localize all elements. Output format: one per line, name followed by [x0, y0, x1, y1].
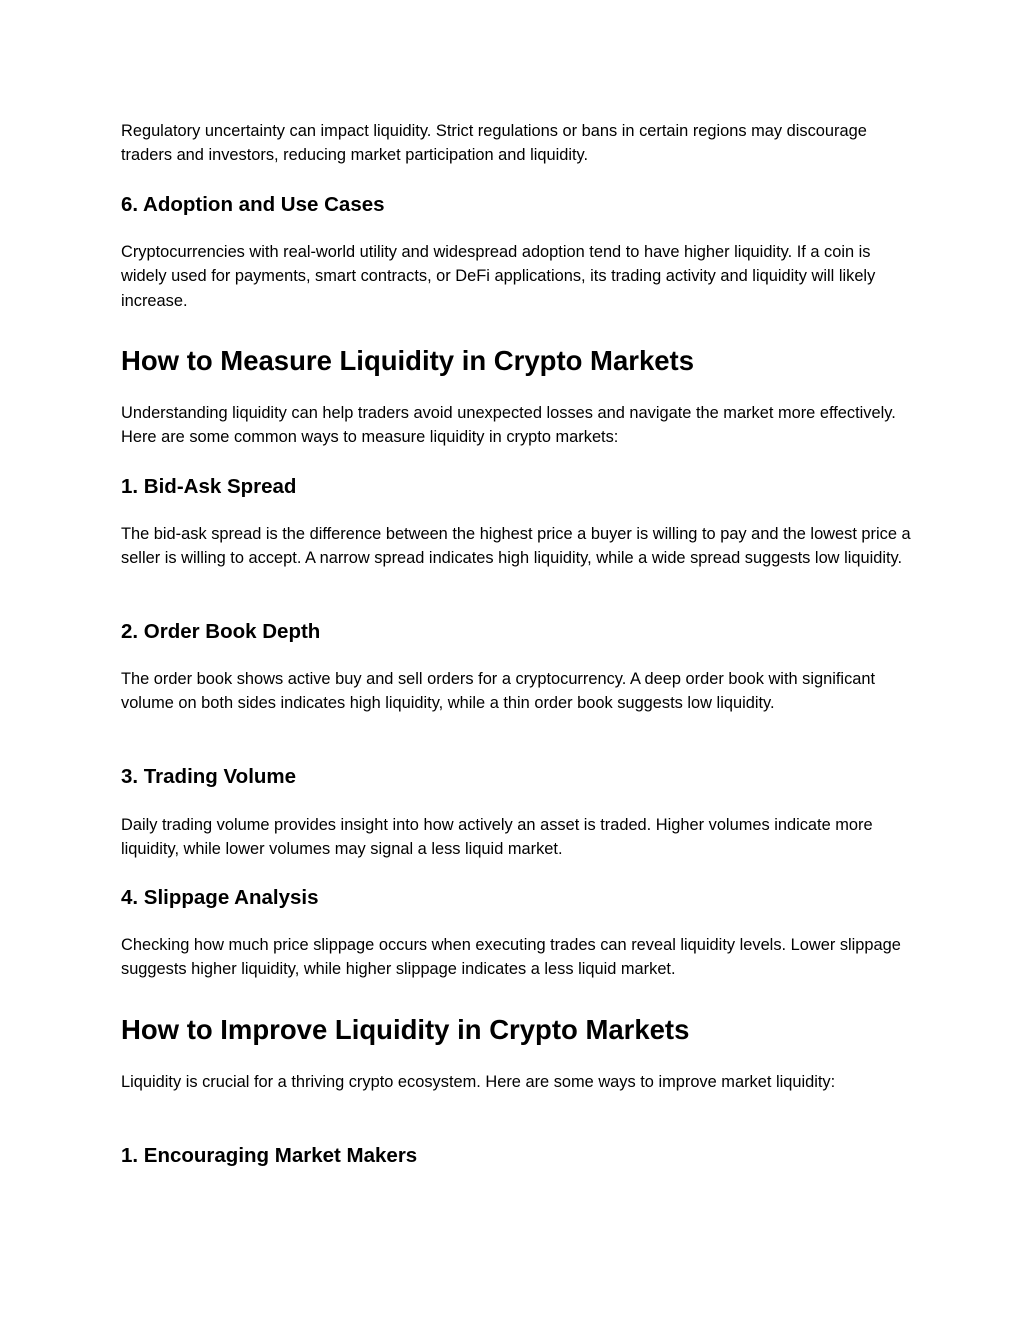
bid-ask-spread-heading: 1. Bid-Ask Spread	[121, 475, 297, 498]
trading-volume-paragraph: Daily trading volume provides insight into how actively an asset is traded. Higher volumes indicate more liquidity, while lower volumes may signal a less liquid market.	[121, 816, 873, 859]
order-book-depth-heading: 2. Order Book Depth	[121, 620, 321, 643]
slippage-analysis-paragraph: Checking how much price slippage occurs when executing trades can reveal liquidity levels. Lower slippage suggests higher liquidity, while higher slippage indicates a less liquid market.	[121, 936, 901, 979]
slippage-analysis-heading: 4. Slippage Analysis	[121, 886, 319, 909]
measure-liquidity-heading: How to Measure Liquidity in Crypto Markets	[121, 345, 694, 376]
trading-volume-heading: 3. Trading Volume	[121, 765, 297, 788]
adoption-paragraph: Cryptocurrencies with real-world utility and widespread adoption tend to have higher liquidity. If a coin is widely used for payments, smart contracts, or DeFi applications, its trading activity and liquidity will likely increase.	[121, 243, 876, 310]
order-book-depth-paragraph: The order book shows active buy and sell orders for a cryptocurrency. A deep order book with significant volume on both sides indicates high liquidity, while a thin order book suggests low liquidity.	[121, 670, 876, 713]
measure-intro-paragraph: Understanding liquidity can help traders avoid unexpected losses and navigate the market more effectively. Here are some common ways to measure liquidity in crypto markets:	[121, 404, 896, 447]
bid-ask-spread-paragraph: The bid-ask spread is the difference between the highest price a buyer is willing to pay and the lowest price a seller is willing to accept. A narrow spread indicates high liquidity, while a wide spread suggests low liquidity.	[121, 525, 911, 568]
regulatory-paragraph: Regulatory uncertainty can impact liquidity. Strict regulations or bans in certain regions may discourage traders and investors, reducing market participation and liquidity.	[121, 122, 867, 165]
improve-liquidity-heading: How to Improve Liquidity in Crypto Markets	[121, 1014, 690, 1045]
adoption-heading: 6. Adoption and Use Cases	[121, 193, 385, 216]
improve-intro-paragraph: Liquidity is crucial for a thriving crypto ecosystem. Here are some ways to improve market liquidity:	[121, 1073, 836, 1091]
market-makers-heading: 1. Encouraging Market Makers	[121, 1144, 418, 1167]
